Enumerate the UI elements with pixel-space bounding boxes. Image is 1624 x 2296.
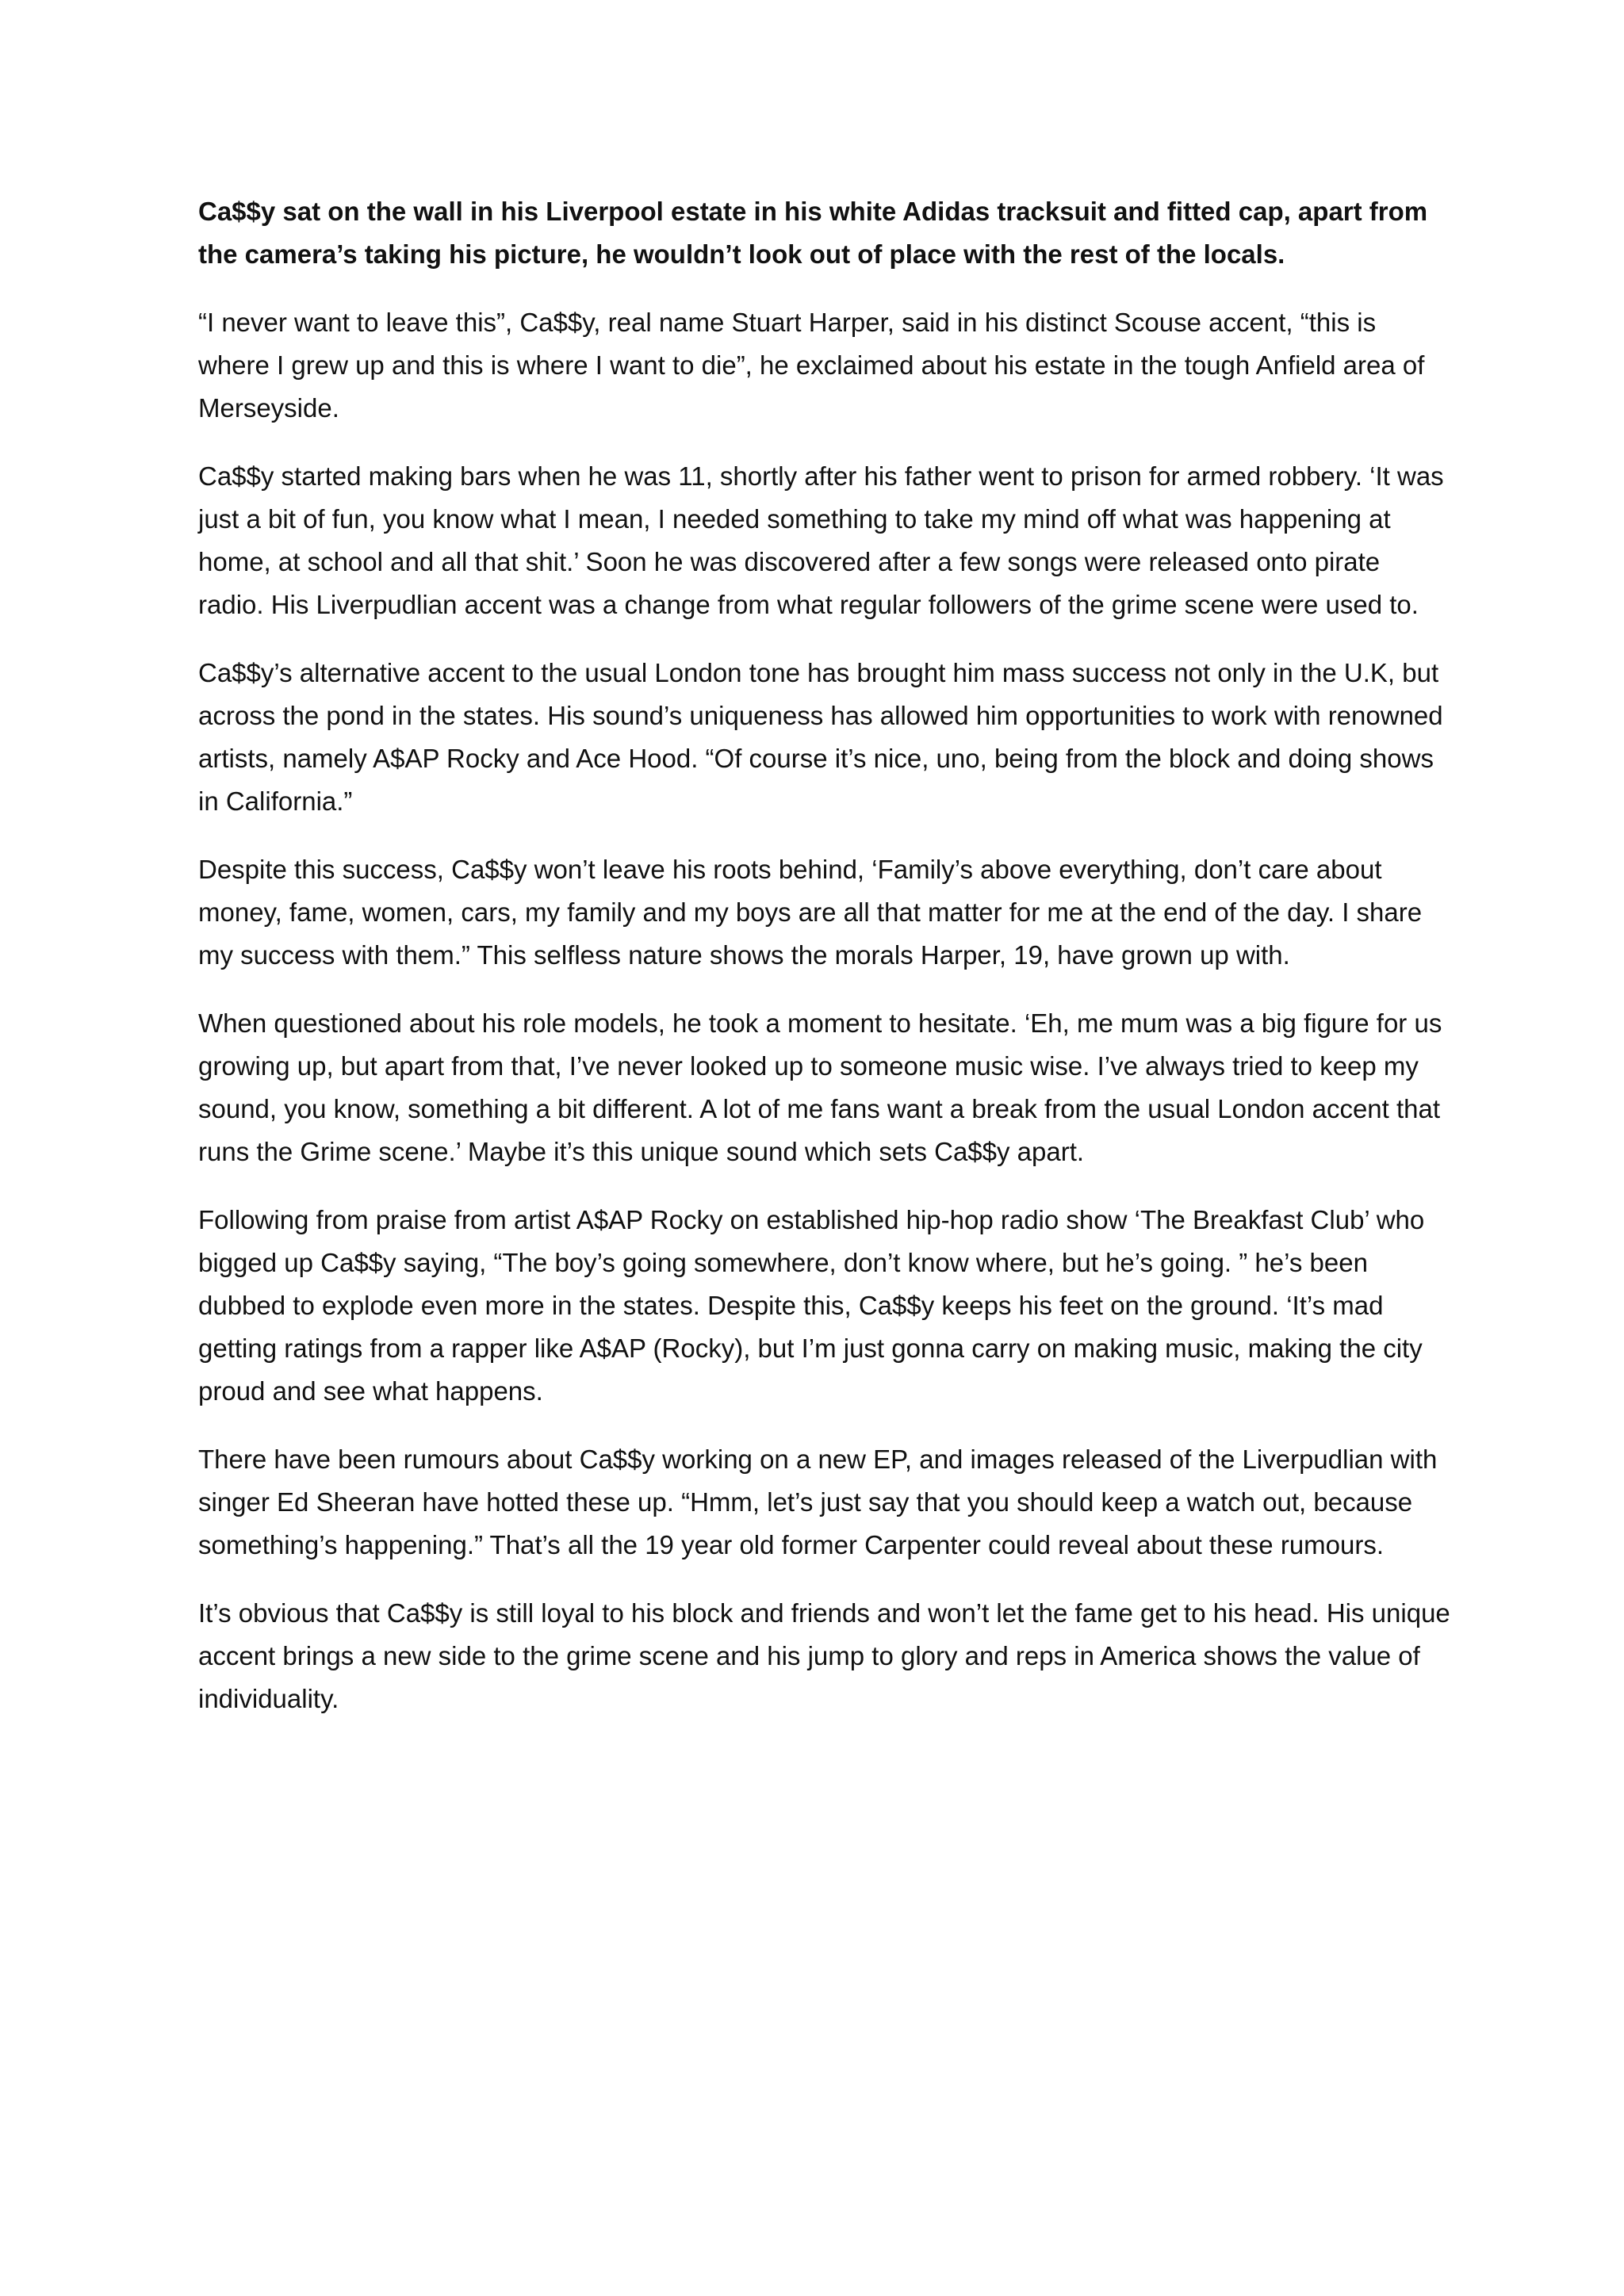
body-paragraph: Despite this success, Ca$$y won’t leave his roots behind, ‘Family’s above everything, don’t care about money, fame, women, cars, my family and my boys are all that matter for me at the end of the day. I share my success with them.” This selfless nature shows the morals Harper, 19, have grown up with. bbox=[198, 855, 1423, 970]
lead-paragraph: Ca$$y sat on the wall in his Liverpool estate in his white Adidas tracksuit and fitted cap, apart from the camera’s taking his picture, he wouldn’t look out of place with the rest of the locals. bbox=[198, 197, 1428, 269]
body-paragraph: Ca$$y’s alternative accent to the usual London tone has brought him mass success not only in the U.K, but across the pond in the states. His sound’s uniqueness has allowed him opportunities to work with renowned artists, namely A$AP Rocky and Ace Hood. “Of course it’s nice, uno, being from the block and doing shows in California.” bbox=[198, 658, 1443, 816]
body-paragraph: There have been rumours about Ca$$y working on a new EP, and images released of the Liverpudlian with singer Ed Sheeran have hotted these up. “Hmm, let’s just say that you should keep a watch out, because something’s happening.” That’s all the 19 year old former Carpenter could reveal about these rumours. bbox=[198, 1445, 1438, 1559]
document-page bbox=[198, 190, 1451, 1746]
body-paragraph: Ca$$y started making bars when he was 11, shortly after his father went to prison for armed robbery. ‘It was just a bit of fun, you know what I mean, I needed something to take my mind off what was happening at home, at school and all that shit.’ Soon he was discovered after a few songs were released onto pirate radio. His Liverpudlian accent was a change from what regular followers of the grime scene were used to. bbox=[198, 461, 1444, 619]
body-paragraph: It’s obvious that Ca$$y is still loyal to his block and friends and won’t let the fame get to his head. His unique accent brings a new side to the grime scene and his jump to glory and reps in America shows the value of individuality. bbox=[198, 1598, 1450, 1713]
body-paragraph: “I never want to leave this”, Ca$$y, real name Stuart Harper, said in his distinct Scouse accent, “this is where I grew up and this is where I want to die”, he exclaimed about his estate in the tough Anfield area of Merseyside. bbox=[198, 308, 1425, 423]
body-paragraph: Following from praise from artist A$AP Rocky on established hip-hop radio show ‘The Breakfast Club’ who bigged up Ca$$y saying, “The boy’s going somewhere, don’t know where, but he’s going. ” he’s been dubbed to explode even more in the states. Despite this, Ca$$y keeps his feet on the ground. ‘It’s mad getting ratings from a rapper like A$AP (Rocky), but I’m just gonna carry on making music, making the city proud and see what happens. bbox=[198, 1205, 1425, 1406]
body-paragraph: When questioned about his role models, he took a moment to hesitate. ‘Eh, me mum was a big figure for us growing up, but apart from that, I’ve never looked up to someone music wise. I’ve always tried to keep my sound, you know, something a bit different. A lot of me fans want a break from the usual London accent that runs the Grime scene.’ Maybe it’s this unique sound which sets Ca$$y apart. bbox=[198, 1008, 1442, 1166]
